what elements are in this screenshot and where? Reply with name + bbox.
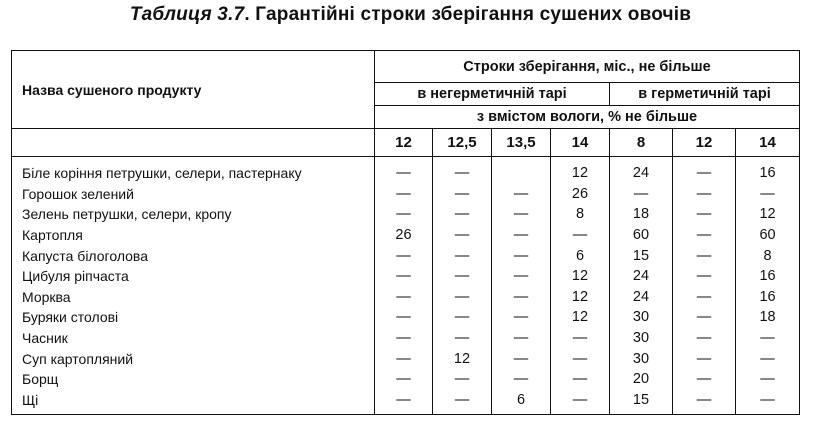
product-name: Буряки столові bbox=[12, 307, 375, 328]
moisture-value: 12,5 bbox=[433, 129, 492, 157]
storage-value: 30 bbox=[610, 328, 673, 349]
product-name: Суп картопляний bbox=[12, 348, 375, 369]
table-number: Таблиця 3.7 bbox=[129, 4, 245, 25]
storage-value: — bbox=[433, 204, 492, 225]
product-name: Біле коріння петрушки, селери, пастернаку bbox=[12, 157, 375, 184]
storage-value: — bbox=[375, 245, 433, 266]
table-row bbox=[12, 245, 800, 266]
storage-value: 8 bbox=[736, 245, 800, 266]
table-caption: . Гарантійні строки зберігання сушених овочів bbox=[244, 4, 692, 25]
storage-value: — bbox=[673, 369, 736, 390]
storage-value: — bbox=[375, 348, 433, 369]
storage-value: 16 bbox=[736, 157, 800, 184]
storage-value: — bbox=[492, 245, 551, 266]
storage-value: 12 bbox=[551, 157, 610, 184]
storage-value: 6 bbox=[492, 390, 551, 415]
storage-value: — bbox=[433, 307, 492, 328]
storage-period-header: Строки зберігання, міс., не більше bbox=[375, 51, 800, 83]
storage-value: 26 bbox=[375, 225, 433, 246]
storage-value: — bbox=[551, 328, 610, 349]
storage-value: — bbox=[673, 287, 736, 308]
product-name: Щі bbox=[12, 390, 375, 415]
storage-value: 15 bbox=[610, 390, 673, 415]
storage-value: — bbox=[375, 157, 433, 184]
storage-value: — bbox=[736, 328, 800, 349]
storage-value: — bbox=[673, 204, 736, 225]
storage-value: 20 bbox=[610, 369, 673, 390]
storage-value: — bbox=[673, 390, 736, 415]
storage-value: 18 bbox=[610, 204, 673, 225]
hermetic-header: в герметичній тарі bbox=[610, 83, 800, 106]
storage-value: — bbox=[736, 348, 800, 369]
product-name: Горошок зелений bbox=[12, 184, 375, 205]
storage-value: — bbox=[433, 369, 492, 390]
storage-value: 15 bbox=[610, 245, 673, 266]
moisture-value: 8 bbox=[610, 129, 673, 157]
storage-value: 16 bbox=[736, 266, 800, 287]
storage-value: 30 bbox=[610, 307, 673, 328]
storage-value: 12 bbox=[551, 287, 610, 308]
storage-value: 12 bbox=[736, 204, 800, 225]
storage-value: — bbox=[375, 369, 433, 390]
storage-value: — bbox=[433, 157, 492, 184]
product-name: Часник bbox=[12, 328, 375, 349]
product-name: Зелень петрушки, селери, кропу bbox=[12, 204, 375, 225]
product-name: Цибуля ріпчаста bbox=[12, 266, 375, 287]
storage-value: — bbox=[433, 390, 492, 415]
storage-value: — bbox=[375, 287, 433, 308]
storage-value: — bbox=[736, 184, 800, 205]
storage-value: — bbox=[673, 328, 736, 349]
storage-value: — bbox=[375, 184, 433, 205]
storage-value: — bbox=[610, 184, 673, 205]
storage-value: — bbox=[375, 204, 433, 225]
table-row bbox=[12, 328, 800, 349]
storage-value: — bbox=[736, 369, 800, 390]
storage-value: — bbox=[375, 390, 433, 415]
product-name: Капуста білоголова bbox=[12, 245, 375, 266]
storage-value: 12 bbox=[551, 266, 610, 287]
table-row bbox=[12, 204, 800, 225]
storage-value: 24 bbox=[610, 287, 673, 308]
non-hermetic-header: в негерметичній тарі bbox=[375, 83, 610, 106]
storage-value: — bbox=[551, 225, 610, 246]
storage-value: — bbox=[673, 348, 736, 369]
storage-value: 60 bbox=[610, 225, 673, 246]
storage-value: — bbox=[492, 225, 551, 246]
storage-value: — bbox=[492, 184, 551, 205]
storage-value: 24 bbox=[610, 266, 673, 287]
storage-value: — bbox=[492, 287, 551, 308]
table-row bbox=[12, 287, 800, 308]
storage-value: — bbox=[492, 266, 551, 287]
product-name: Картопля bbox=[12, 225, 375, 246]
storage-value: — bbox=[673, 245, 736, 266]
storage-value: — bbox=[433, 245, 492, 266]
storage-value: — bbox=[433, 225, 492, 246]
table-row bbox=[12, 184, 800, 205]
storage-value: — bbox=[673, 157, 736, 184]
table-title bbox=[0, 4, 821, 26]
table-row bbox=[12, 157, 800, 184]
storage-value: 12 bbox=[551, 307, 610, 328]
table-row bbox=[12, 348, 800, 369]
storage-value: — bbox=[551, 390, 610, 415]
storage-value: 16 bbox=[736, 287, 800, 308]
storage-value: — bbox=[375, 307, 433, 328]
storage-value: 60 bbox=[736, 225, 800, 246]
storage-value: 18 bbox=[736, 307, 800, 328]
storage-value: 8 bbox=[551, 204, 610, 225]
table-row bbox=[12, 369, 800, 390]
storage-value: — bbox=[551, 369, 610, 390]
moisture-header: з вмістом вологи, % не більше bbox=[375, 106, 800, 129]
header-spacer bbox=[12, 129, 375, 157]
product-name: Борщ bbox=[12, 369, 375, 390]
product-name-header: Назва сушеного продукту bbox=[12, 51, 375, 129]
storage-value: 6 bbox=[551, 245, 610, 266]
storage-value: — bbox=[673, 307, 736, 328]
storage-value: 26 bbox=[551, 184, 610, 205]
storage-value: — bbox=[492, 369, 551, 390]
storage-value: — bbox=[492, 204, 551, 225]
storage-value: — bbox=[673, 184, 736, 205]
storage-value: 30 bbox=[610, 348, 673, 369]
storage-value: — bbox=[492, 348, 551, 369]
storage-value: — bbox=[433, 287, 492, 308]
storage-value: — bbox=[492, 328, 551, 349]
storage-value: — bbox=[492, 307, 551, 328]
storage-value: — bbox=[375, 266, 433, 287]
storage-value: — bbox=[673, 225, 736, 246]
product-name: Морква bbox=[12, 287, 375, 308]
storage-value: — bbox=[433, 266, 492, 287]
moisture-value: 14 bbox=[736, 129, 800, 157]
storage-table bbox=[11, 50, 800, 415]
storage-value: 12 bbox=[433, 348, 492, 369]
moisture-value: 12 bbox=[375, 129, 433, 157]
storage-value: — bbox=[375, 328, 433, 349]
storage-value: 24 bbox=[610, 157, 673, 184]
moisture-value: 13,5 bbox=[492, 129, 551, 157]
moisture-value: 14 bbox=[551, 129, 610, 157]
table-row bbox=[12, 307, 800, 328]
storage-value: — bbox=[736, 390, 800, 415]
storage-value bbox=[492, 157, 551, 184]
table-row bbox=[12, 225, 800, 246]
moisture-value: 12 bbox=[673, 129, 736, 157]
table-row bbox=[12, 266, 800, 287]
storage-value: — bbox=[551, 348, 610, 369]
table-body bbox=[12, 157, 800, 415]
storage-value: — bbox=[673, 266, 736, 287]
storage-value: — bbox=[433, 184, 492, 205]
table-row bbox=[12, 390, 800, 415]
storage-value: — bbox=[433, 328, 492, 349]
